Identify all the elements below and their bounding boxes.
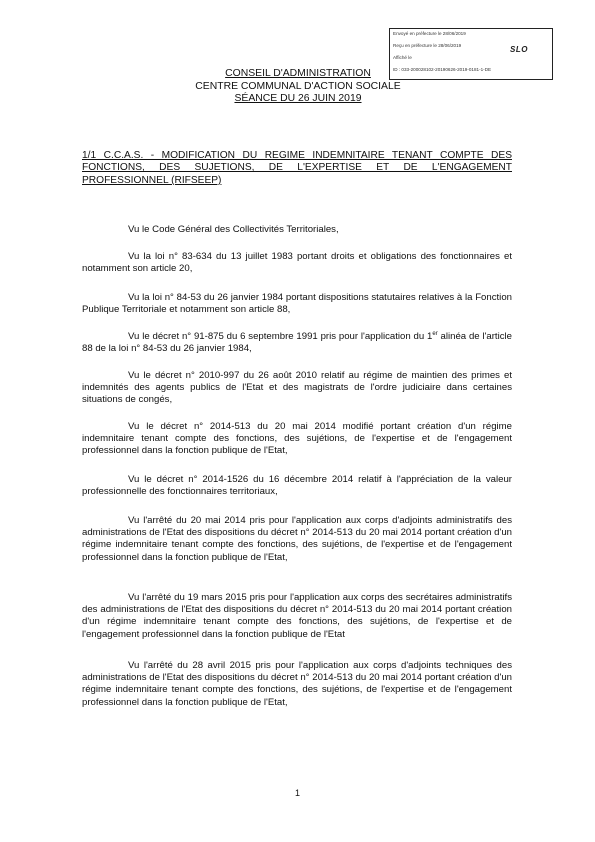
stamp-logo: SLO: [510, 45, 528, 54]
header-session-date: SÉANCE DU 26 JUIN 2019: [234, 93, 362, 105]
paragraph-decret-91-875-part2: alinéa de l'article 88 de la loi n° 84-53 du 26 janvier 1984,: [82, 331, 512, 355]
paragraph-decret-2010-997: Vu le décret n° 2010-997 du 26 août 2010 relatif au régime de maintien des primes et indemnités des agents publics de l'Etat et des magistrats de l'ordre judiciaire dans certaines situations de congés,: [82, 370, 512, 406]
paragraph-arrete-19-mars-2015: Vu l'arrêté du 19 mars 2015 pris pour l'application aux corps des secrétaires administratifs des administrations de l'Etat des dispositions du décret n° 2014-513 du 20 mai 2014 portant création d'un régime indemnitaire tenant compte des fonctions, des sujétions, de l'expertise et de l'engagement professionnel dans la fonction publique de l'Etat: [82, 592, 512, 640]
paragraph-loi-83-634: Vu la loi n° 83-634 du 13 juillet 1983 portant droits et obligations des fonctionnaires et notamment son article 20,: [82, 251, 512, 275]
document-header: [150, 68, 446, 106]
paragraph-decret-2014-513: Vu le décret n° 2014-513 du 20 mai 2014 modifié portant création d'un régime indemnitaire tenant compte des fonctions, des sujétions, de l'expertise et de l'engagement professionnel dans la fonction publique de l'Etat,: [82, 421, 512, 457]
paragraph-cgct: Vu le Code Général des Collectivités Territoriales,: [128, 224, 339, 235]
header-council: CONSEIL D'ADMINISTRATION: [225, 68, 371, 79]
stamp-line-id: ID : 033-200028102-20190626-2019-0181-1-DE: [393, 67, 492, 72]
paragraph-arrete-28-avril-2015: Vu l'arrêté du 28 avril 2015 pris pour l'application aux corps d'adjoints techniques des administrations de l'Etat des dispositions du décret n° 2014-513 du 20 mai 2014 portant création d'un régime indemnitaire tenant compte des fonctions, des sujétions, de l'expertise et de l'engagement professionnel dans la fonction publique de l'Etat,: [82, 660, 512, 708]
page-number: 1: [294, 788, 300, 798]
stamp-line-posted: Affiché le: [393, 55, 412, 60]
paragraph-decret-91-875-part1: Vu le décret n° 91-875 du 6 septembre 1991 pris pour l'application du 1: [128, 331, 433, 342]
deliberation-title: 1/1 C.C.A.S. - MODIFICATION DU REGIME INDEMNITAIRE TENANT COMPTE DES FONCTIONS, DES SUJETIONS, DE L'EXPERTISE ET DE L'ENGAGEMENT PROFESSIONNEL (RIFSEEP): [82, 150, 512, 186]
paragraph-loi-84-53: Vu la loi n° 84-53 du 26 janvier 1984 portant dispositions statutaires relatives à la Fonction Publique Territoriale et notamment son article 88,: [82, 292, 512, 316]
paragraph-decret-91-875: [82, 331, 512, 355]
superscript-er: er: [432, 330, 438, 337]
stamp-line-received: Reçu en préfecture le 28/06/2019: [393, 43, 462, 48]
paragraph-arrete-20-mai-2014: Vu l'arrêté du 20 mai 2014 pris pour l'application aux corps d'adjoints administratifs des administrations de l'Etat des dispositions du décret n° 2014-513 du 20 mai 2014 portant création d'un régime indemnitaire tenant compte des fonctions, des sujétions, de l'expertise et de l'engagement professionnel dans la fonction publique de l'Etat,: [82, 515, 512, 563]
paragraph-decret-2014-1526: Vu le décret n° 2014-1526 du 16 décembre 2014 relatif à l'appréciation de la valeur professionnelle des fonctionnaires territoriaux,: [82, 474, 512, 498]
header-ccas: CENTRE COMMUNAL D'ACTION SOCIALE: [195, 80, 401, 92]
stamp-line-sent: Envoyé en préfecture le 28/06/2019: [393, 31, 466, 36]
